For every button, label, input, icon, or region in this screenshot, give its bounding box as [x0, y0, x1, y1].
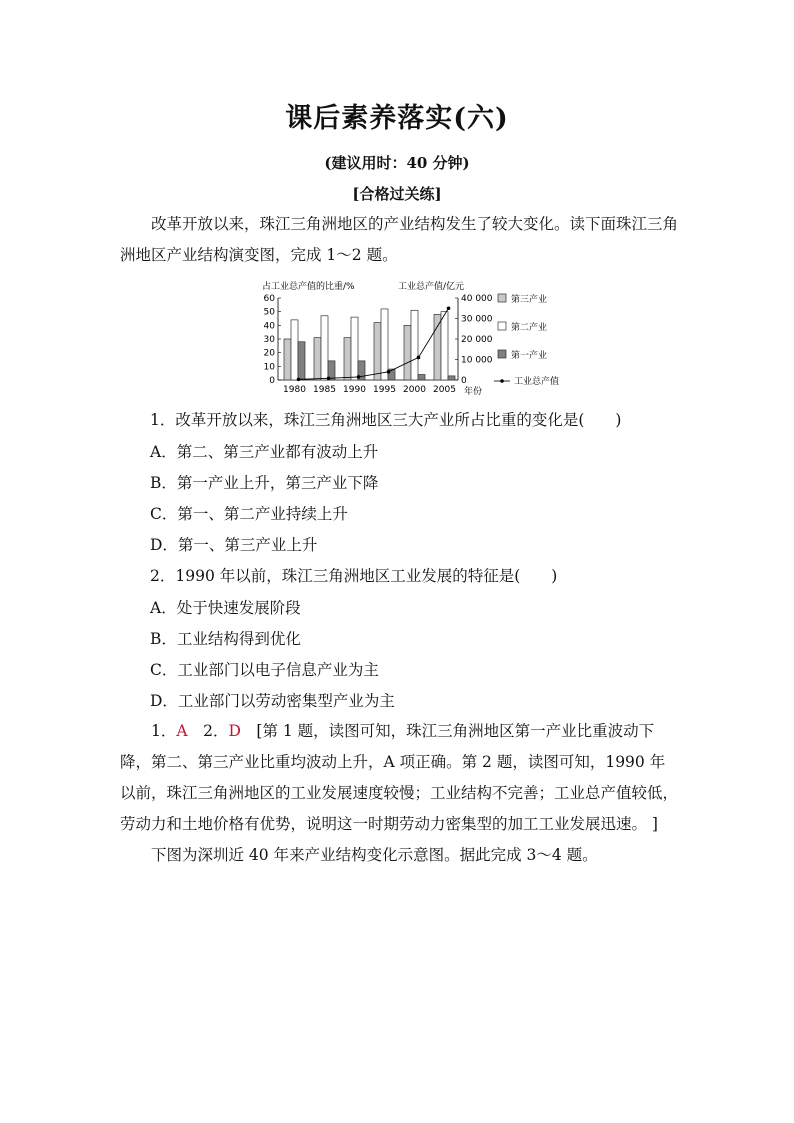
question-2-stem: 2．1990 年以前，珠江三角洲地区工业发展的特征是( ) [150, 567, 558, 585]
output-point [447, 306, 451, 310]
bar-1 [434, 314, 441, 380]
question-2-option-b: B．工业结构得到优化 [150, 630, 301, 648]
question-2-option-d: D．工业部门以劳动密集型产业为主 [150, 692, 395, 710]
question-2-option-a: A．处于快速发展阶段 [150, 599, 301, 617]
question-2-option-c: C．工业部门以电子信息产业为主 [150, 661, 379, 679]
question-1-stem: 1．改革开放以来，珠江三角洲地区三大产业所占比重的变化是( ) [150, 411, 622, 429]
legend-line-point [500, 379, 504, 383]
legend-label: 第二产业 [511, 323, 548, 333]
legend-line-label: 工业总产值 [514, 377, 560, 387]
output-point [297, 378, 301, 382]
left-tick-label: 20 [263, 348, 275, 359]
right-tick-label: 20 000 [461, 335, 493, 345]
intro-paragraph: 改革开放以来，珠江三角洲地区的产业结构发生了较大变化。读下面珠江三角洲地区产业结构演变图，完成 1～2 题。 [120, 215, 679, 264]
answer-2-number: 2． [203, 722, 229, 740]
question-1-option-a: A．第二、第三产业都有波动上升 [150, 443, 379, 461]
output-point [417, 356, 421, 360]
section-heading: [合格过关练] [352, 185, 442, 203]
legend-swatch [498, 294, 506, 302]
next-intro-paragraph: 下图为深圳近 40 年来产业结构变化示意图。据此完成 3～4 题。 [151, 846, 598, 864]
x-axis-label: 年份 [464, 387, 483, 397]
bar-1 [314, 338, 321, 380]
legend-swatch [498, 350, 506, 358]
bar-3 [298, 342, 305, 380]
right-tick-label: 40 000 [461, 294, 493, 304]
bar-2 [381, 309, 388, 380]
answer-1-number: 1． [151, 722, 177, 740]
x-tick-label: 2005 [433, 385, 456, 395]
answer-1-letter: A [176, 722, 188, 740]
question-1-option-c: C．第一、第二产业持续上升 [150, 505, 348, 523]
x-tick-label: 1985 [313, 385, 336, 395]
left-tick-label: 50 [263, 307, 275, 318]
bar-1 [374, 323, 381, 380]
bar-3 [448, 376, 455, 380]
x-tick-label: 1990 [343, 385, 366, 395]
answer-2-letter: D [228, 722, 241, 740]
bar-1 [344, 338, 351, 380]
left-tick-label: 30 [263, 335, 275, 345]
bar-1 [284, 339, 291, 380]
legend-label: 第一产业 [511, 351, 548, 361]
question-1-option-b: B．第一产业上升，第三产业下降 [150, 474, 379, 492]
time-note: (建议用时：40 分钟) [324, 154, 470, 172]
left-tick-label: 60 [263, 294, 275, 304]
right-tick-label: 0 [461, 376, 467, 386]
left-axis-label: 占工业总产值的比重/% [262, 282, 355, 292]
answer-paragraph [120, 716, 680, 840]
right-tick-label: 10 000 [461, 355, 493, 366]
x-tick-label: 1980 [283, 385, 306, 395]
left-tick-label: 40 [263, 321, 275, 332]
bar-1 [404, 325, 411, 380]
industry-structure-chart [262, 276, 592, 404]
left-tick-label: 10 [263, 362, 275, 373]
bar-2 [321, 316, 328, 380]
legend-swatch [498, 322, 506, 330]
legend-label: 第三产业 [511, 295, 548, 305]
bar-3 [418, 375, 425, 380]
output-point [327, 377, 331, 381]
bar-2 [411, 310, 418, 380]
right-axis-label: 工业总产值/亿元 [398, 282, 465, 292]
x-tick-label: 2000 [403, 385, 426, 395]
left-tick-label: 0 [269, 376, 275, 386]
bar-2 [441, 312, 448, 380]
bar-2 [351, 317, 358, 380]
right-tick-label: 30 000 [461, 314, 493, 325]
output-point [387, 370, 391, 374]
x-tick-label: 1995 [373, 385, 396, 395]
bar-2 [291, 320, 298, 380]
answer-explanation: [第 1 题，读图可知，珠江三角洲地区第一产业比重波动下降，第二、第三产业比重均波动上升，A 项正确。第 2 题，读图可知，1990 年以前，珠江三角洲地区的工业发展速度较慢；工业结构不完善；工业总产值较低，劳动力和土地价格有优势，说明这一时期劳动力密集型的加工工业发展迅速。 ] [120, 722, 679, 833]
output-point [357, 375, 361, 379]
page-title: 课后素养落实(六) [285, 103, 509, 134]
question-1-option-d: D．第一、第三产业上升 [150, 536, 318, 554]
